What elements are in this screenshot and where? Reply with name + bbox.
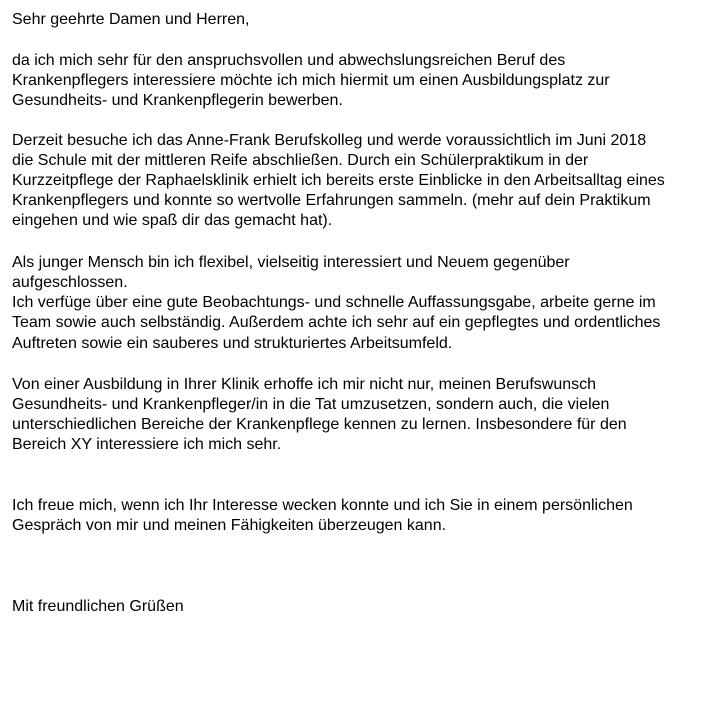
paragraph-1-line-3: Gesundheits- und Krankenpflegerin bewerben. (12, 92, 343, 109)
paragraph-5-line-1: Ich freue mich, wenn ich Ihr Interesse wecken konnte und ich Sie in einem persönlichen (12, 497, 633, 514)
paragraph-3-line-5: Auftreten sowie ein sauberes und strukturiertes Arbeitsumfeld. (12, 335, 453, 352)
paragraph-4-line-3: unterschiedlichen Bereiche der Krankenpflege kennen zu lernen. Insbesondere für den (12, 416, 627, 433)
paragraph-1-line-1: da ich mich sehr für den anspruchsvollen und abwechslungsreichen Beruf des (12, 52, 566, 69)
paragraph-2-line-1: Derzeit besuche ich das Anne-Frank Berufskolleg und werde voraussichtlich im Juni 2018 (12, 132, 647, 149)
paragraph-5-line-2: Gespräch von mir und meinen Fähigkeiten überzeugen kann. (12, 517, 447, 534)
paragraph-2-line-2: die Schule mit der mittleren Reife abschließen. Durch ein Schülerpraktikum in der (12, 152, 589, 169)
paragraph-3-line-4: Team sowie auch selbständig. Außerdem achte ich sehr auf ein gepflegtes und ordentliches (12, 314, 661, 331)
paragraph-4-line-4: Bereich XY interessiere ich mich sehr. (12, 436, 282, 453)
closing: Mit freundlichen Grüßen (12, 598, 184, 615)
paragraph-2-line-5: eingehen und wie spaß dir das gemacht hat). (12, 212, 333, 229)
paragraph-3-line-1: Als junger Mensch bin ich flexibel, vielseitig interessiert und Neuem gegenüber (12, 254, 570, 271)
paragraph-4-line-1: Von einer Ausbildung in Ihrer Klinik erhoffe ich mir nicht nur, meinen Berufswunsch (12, 376, 597, 393)
paragraph-4-line-2: Gesundheits- und Krankenpfleger/in in die Tat umzusetzen, sondern auch, die vielen (12, 396, 610, 413)
paragraph-2-line-4: Krankenpflegers und konnte so wertvolle Erfahrungen sammeln. (mehr auf dein Praktikum (12, 192, 651, 209)
paragraph-3-line-2: aufgeschlossen. (12, 274, 128, 291)
paragraph-2-line-3: Kurzzeitpflege der Raphaelsklinik erhielt ich bereits erste Einblicke in den Arbeitsalltag eines (12, 172, 665, 189)
paragraph-3-line-3: Ich verfüge über eine gute Beobachtungs- und schnelle Auffassungsgabe, arbeite gerne im (12, 294, 656, 311)
salutation: Sehr geehrte Damen und Herren, (12, 11, 250, 28)
paragraph-1-line-2: Krankenpflegers interessiere möchte ich mich hiermit um einen Ausbildungsplatz zur (12, 72, 610, 89)
